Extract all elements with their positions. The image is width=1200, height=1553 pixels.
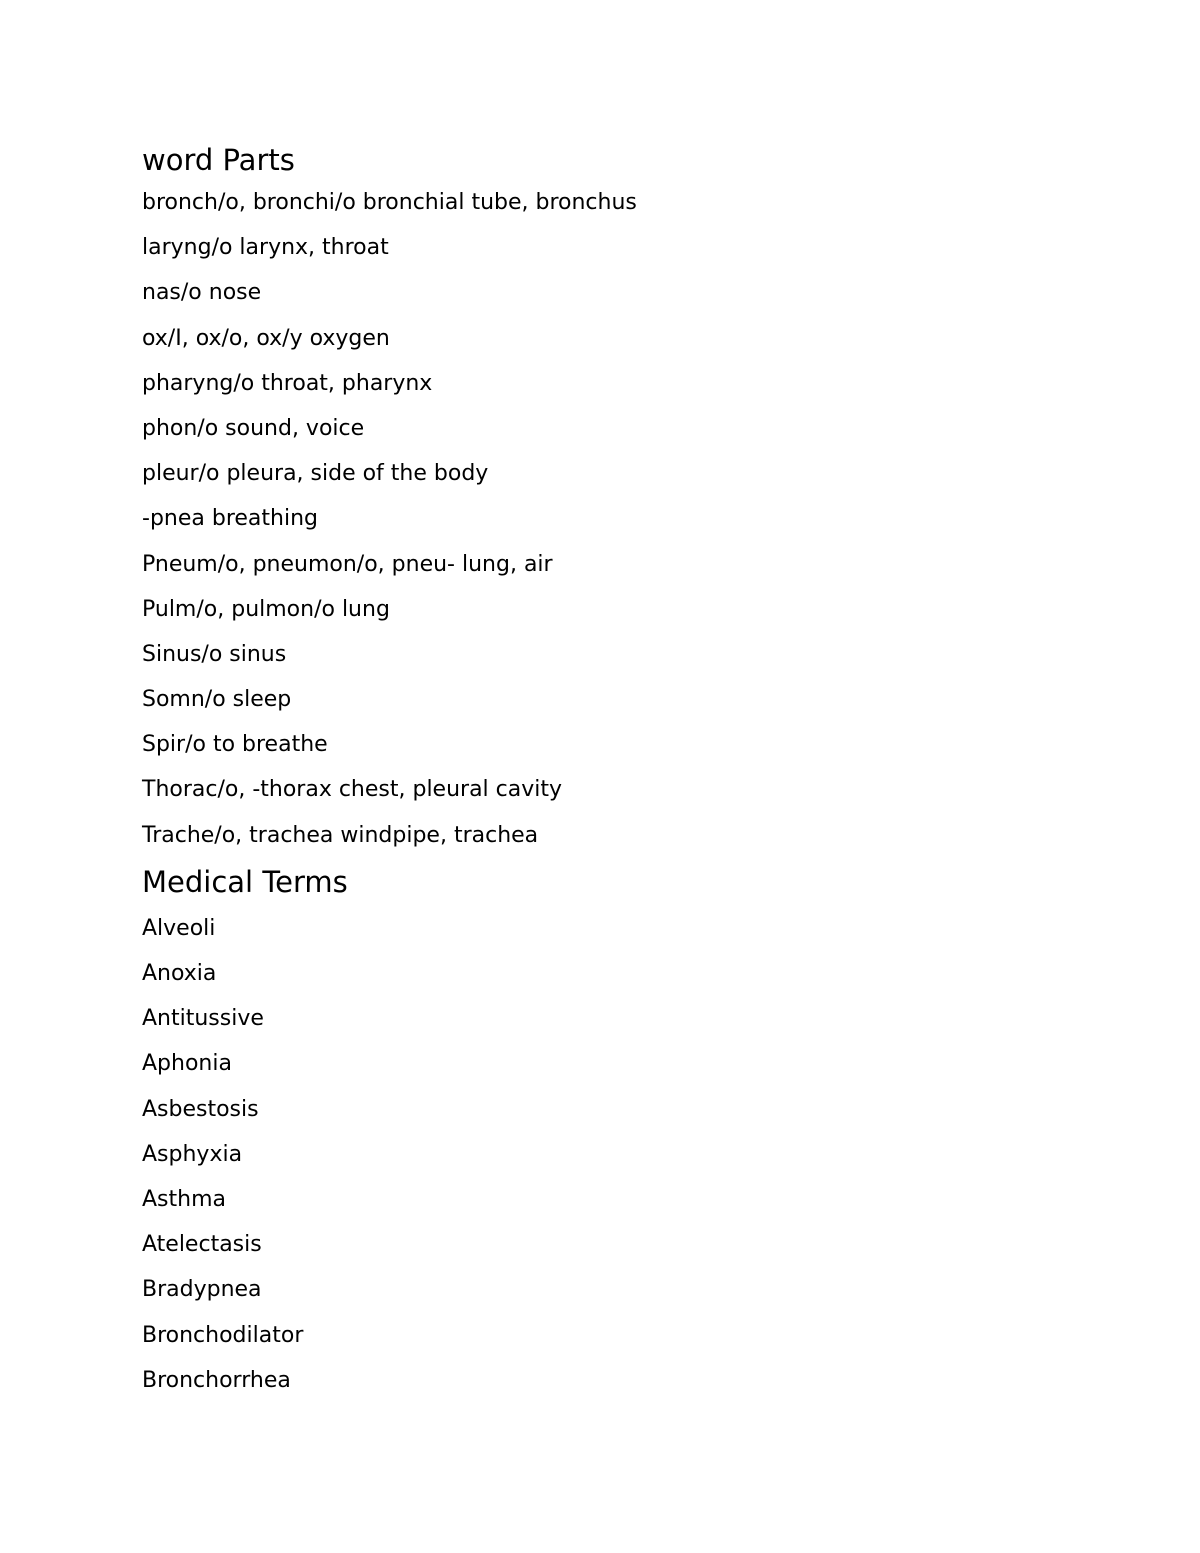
list-item: Antitussive <box>142 1006 264 1032</box>
list-item: Pulm/o, pulmon/o lung <box>142 596 390 622</box>
medical-terms-heading: Medical Terms <box>142 864 348 899</box>
list-item: phon/o sound, voice <box>142 415 365 441</box>
list-item: Asbestosis <box>142 1096 259 1122</box>
list-item: Thorac/o, -thorax chest, pleural cavity <box>142 777 563 803</box>
list-item: Alveoli <box>142 915 216 941</box>
list-item: Bradypnea <box>142 1277 262 1303</box>
list-item: Somn/o sleep <box>142 687 292 713</box>
list-item: bronch/o, bronchi/o bronchial tube, bronchus <box>142 190 637 215</box>
list-item: pharyng/o throat, pharynx <box>142 370 433 396</box>
list-item: Spir/o to breathe <box>142 732 328 758</box>
list-item: pleur/o pleura, side of the body <box>142 461 489 487</box>
list-item: Atelectasis <box>142 1232 262 1258</box>
word-parts-list <box>142 180 1142 858</box>
list-item: Trache/o, trachea windpipe, trachea <box>142 822 539 848</box>
list-item: Anoxia <box>142 961 217 986</box>
list-item: Bronchodilator <box>142 1322 304 1348</box>
word-parts-heading: word Parts <box>142 143 295 177</box>
list-item: Asphyxia <box>142 1141 243 1167</box>
list-item: ox/I, ox/o, ox/y oxygen <box>142 325 390 351</box>
medical-terms-list <box>142 906 1142 1403</box>
document-content <box>142 140 1142 1403</box>
list-item: laryng/o larynx, throat <box>142 235 389 261</box>
list-item: Pneum/o, pneumon/o, pneu- lung, air <box>142 551 553 577</box>
list-item: nas/o nose <box>142 280 262 306</box>
list-item: Bronchorrhea <box>142 1367 291 1393</box>
list-item: Aphonia <box>142 1051 232 1077</box>
list-item: Asthma <box>142 1186 226 1212</box>
list-item: -pnea breathing <box>142 506 318 532</box>
list-item: Sinus/o sinus <box>142 641 287 667</box>
